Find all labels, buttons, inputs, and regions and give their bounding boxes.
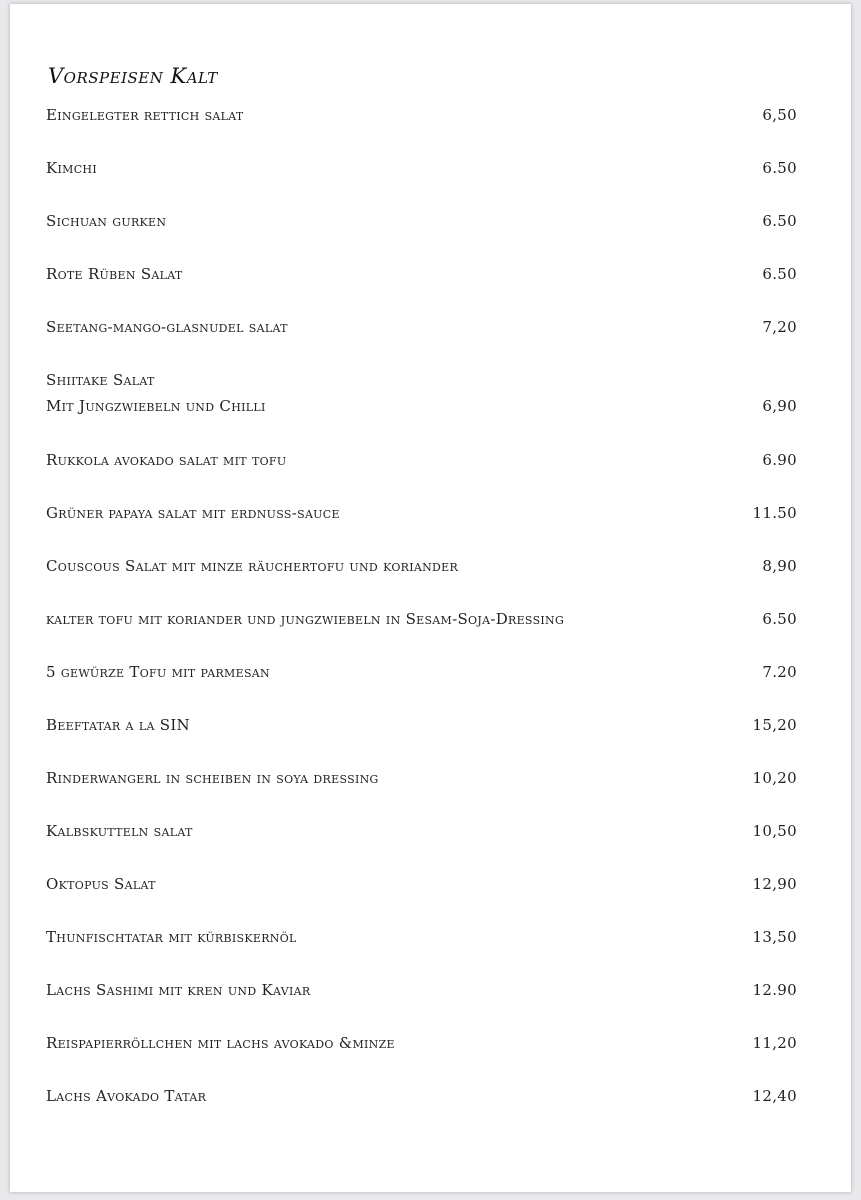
menu-item — [46, 663, 797, 681]
menu-item-name: 5 gewürze Tofu mit parmesan — [46, 663, 270, 681]
menu-item — [46, 318, 797, 336]
menu-item — [46, 1034, 797, 1052]
menu-item — [46, 106, 797, 124]
menu-item — [46, 212, 797, 230]
menu-item-price: 11.50 — [752, 504, 797, 522]
menu-item-price: 6.50 — [762, 610, 797, 628]
menu-item-price: 12,40 — [752, 1087, 797, 1105]
menu-item-name: Oktopus Salat — [46, 875, 156, 893]
menu-item-price: 6.50 — [762, 265, 797, 283]
menu-item-name: Seetang-mango-glasnudel salat — [46, 318, 288, 336]
menu-item-price: 6,90 — [762, 397, 797, 415]
menu-item-name: Grüner papaya salat mit erdnuss-sauce — [46, 504, 340, 522]
menu-item-price: 6.90 — [762, 451, 797, 469]
menu-item-price: 15,20 — [752, 716, 797, 734]
menu-item-name: Eingelegter rettich salat — [46, 106, 244, 124]
menu-item-price: 7.20 — [762, 663, 797, 681]
menu-item-price: 8,90 — [762, 557, 797, 575]
menu-item-price: 12,90 — [752, 875, 797, 893]
menu-item-price: 6,50 — [762, 106, 797, 124]
menu-item — [46, 159, 797, 177]
menu-item — [46, 610, 797, 628]
menu-item-description: Mit Jungzwiebeln und Chilli — [46, 397, 266, 415]
menu-item-name: kalter tofu mit koriander und jungzwiebeln in Sesam-Soja-Dressing — [46, 610, 565, 628]
menu-item-name: Rinderwangerl in scheiben in soya dressing — [46, 769, 379, 787]
menu-page — [10, 4, 851, 1192]
menu-item-name: Couscous Salat mit minze räuchertofu und koriander — [46, 557, 459, 575]
menu-item-name: Lachs Avokado Tatar — [46, 1087, 207, 1105]
menu-item-price: 13,50 — [752, 928, 797, 946]
menu-item-price: 10,20 — [752, 769, 797, 787]
menu-item-price: 6.50 — [762, 159, 797, 177]
menu-item — [46, 451, 797, 469]
menu-item — [46, 769, 797, 787]
menu-item-price: 10,50 — [752, 822, 797, 840]
menu-item — [46, 716, 797, 734]
menu-item — [46, 265, 797, 283]
menu-item-name: Kalbskutteln salat — [46, 822, 193, 840]
menu-item-price: 11,20 — [752, 1034, 797, 1052]
menu-item — [46, 981, 797, 999]
menu-item-name: Kimchi — [46, 159, 97, 177]
menu-item-price: 6.50 — [762, 212, 797, 230]
menu-item — [46, 822, 797, 840]
menu-item — [46, 371, 797, 415]
menu-item — [46, 1087, 797, 1105]
menu-item-name: Beeftatar a la SIN — [46, 716, 190, 734]
menu-item-name: Thunfischtatar mit kürbiskernöl — [46, 928, 297, 946]
menu-item-name: Rote Rüben Salat — [46, 265, 183, 283]
menu-item — [46, 557, 797, 575]
menu-item-name: Lachs Sashimi mit kren und Kaviar — [46, 981, 311, 999]
menu-item — [46, 875, 797, 893]
menu-item-name: Shiitake Salat — [46, 371, 155, 389]
menu-item-price: 12.90 — [752, 981, 797, 999]
menu-item-name: Sichuan gurken — [46, 212, 167, 230]
menu-item — [46, 504, 797, 522]
menu-item-price: 7,20 — [762, 318, 797, 336]
menu-item-name: Rukkola avokado salat mit tofu — [46, 451, 287, 469]
menu-item-name: Reispapierröllchen mit lachs avokado &minze — [46, 1034, 395, 1052]
menu-title: Vorspeisen Kalt — [48, 64, 218, 88]
menu-item — [46, 928, 797, 946]
